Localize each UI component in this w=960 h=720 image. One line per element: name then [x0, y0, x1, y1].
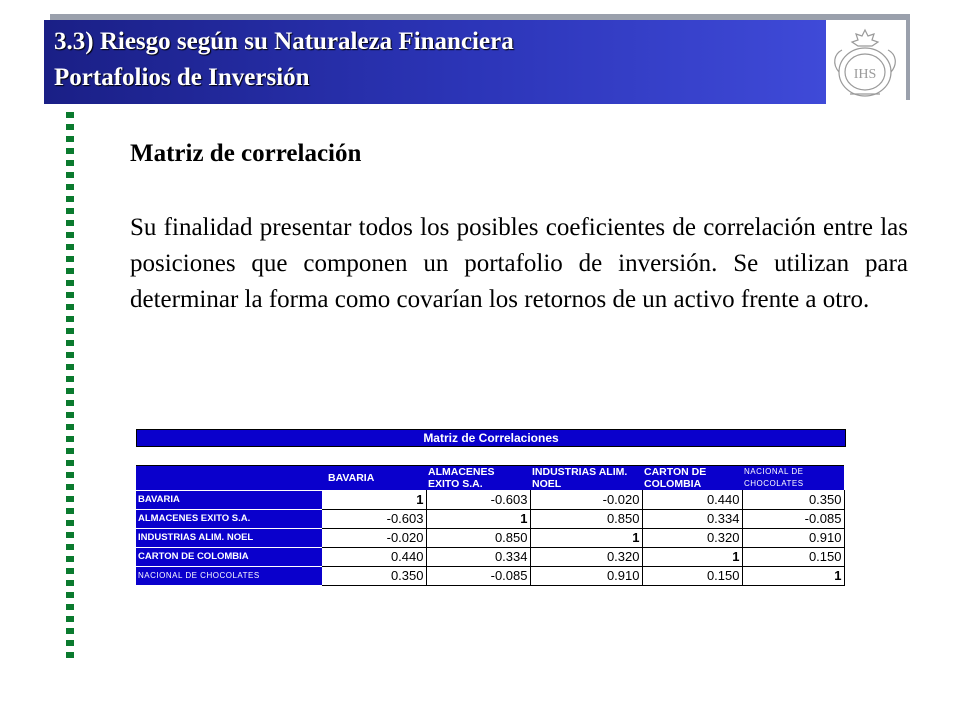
cell-value: 0.334 — [642, 509, 742, 528]
row-label: BAVARIA — [136, 490, 322, 509]
cell-value: 0.440 — [642, 490, 742, 509]
table-row — [136, 528, 844, 547]
row-label: NACIONAL DE CHOCOLATES — [136, 566, 322, 585]
cell-value: 0.334 — [426, 547, 530, 566]
cell-value: -0.020 — [322, 528, 426, 547]
cell-value: 0.150 — [642, 566, 742, 585]
column-header: CARTON DE COLOMBIA — [642, 466, 742, 491]
logo-text: IHS — [853, 67, 877, 82]
table-row — [136, 509, 844, 528]
cell-value: -0.603 — [322, 509, 426, 528]
cell-value: 0.850 — [426, 528, 530, 547]
cell-value: 1 — [426, 509, 530, 528]
cell-value: 0.350 — [322, 566, 426, 585]
row-label: ALMACENES EXITO S.A. — [136, 509, 322, 528]
description-paragraph: Su finalidad presentar todos los posibles coeficientes de correlación entre las posiciones que componen un portafolio de inversión. Se utilizan para determinar la forma como covarían los retornos de un activo frente a otro. — [130, 214, 908, 313]
cell-value: -0.085 — [426, 566, 530, 585]
correlation-matrix — [136, 465, 845, 586]
table-row — [136, 566, 844, 585]
cell-value: 0.320 — [530, 547, 642, 566]
cell-value: 1 — [642, 547, 742, 566]
cell-value: -0.603 — [426, 490, 530, 509]
table-row — [136, 490, 844, 509]
column-header: INDUSTRIAS ALIM. NOEL — [530, 466, 642, 491]
row-label: INDUSTRIAS ALIM. NOEL — [136, 528, 322, 547]
cell-value: 0.850 — [530, 509, 642, 528]
cell-value: 0.440 — [322, 547, 426, 566]
cell-value: -0.020 — [530, 490, 642, 509]
section-heading: Matriz de correlación — [130, 140, 362, 167]
matrix-corner-cell — [136, 466, 322, 491]
column-header: NACIONAL DE CHOCOLATES — [742, 466, 844, 491]
row-label: CARTON DE COLOMBIA — [136, 547, 322, 566]
cell-value: 1 — [742, 566, 844, 585]
cell-value: 0.150 — [742, 547, 844, 566]
table-row — [136, 547, 844, 566]
cell-value: 0.320 — [642, 528, 742, 547]
cell-value: -0.085 — [742, 509, 844, 528]
column-header: ALMACENES EXITO S.A. — [426, 466, 530, 491]
matrix-header-row — [136, 466, 844, 491]
bullet-bar — [66, 112, 74, 664]
university-seal-icon — [830, 24, 900, 100]
cell-value: 0.350 — [742, 490, 844, 509]
slide-title-line1: 3.3) Riesgo según su Naturaleza Financiera — [54, 28, 514, 55]
column-header: BAVARIA — [322, 466, 426, 491]
matrix-title: Matriz de Correlaciones — [136, 429, 846, 447]
cell-value: 0.910 — [742, 528, 844, 547]
slide-title-line2: Portafolios de Inversión — [54, 64, 310, 91]
cell-value: 0.910 — [530, 566, 642, 585]
cell-value: 1 — [530, 528, 642, 547]
cell-value: 1 — [322, 490, 426, 509]
